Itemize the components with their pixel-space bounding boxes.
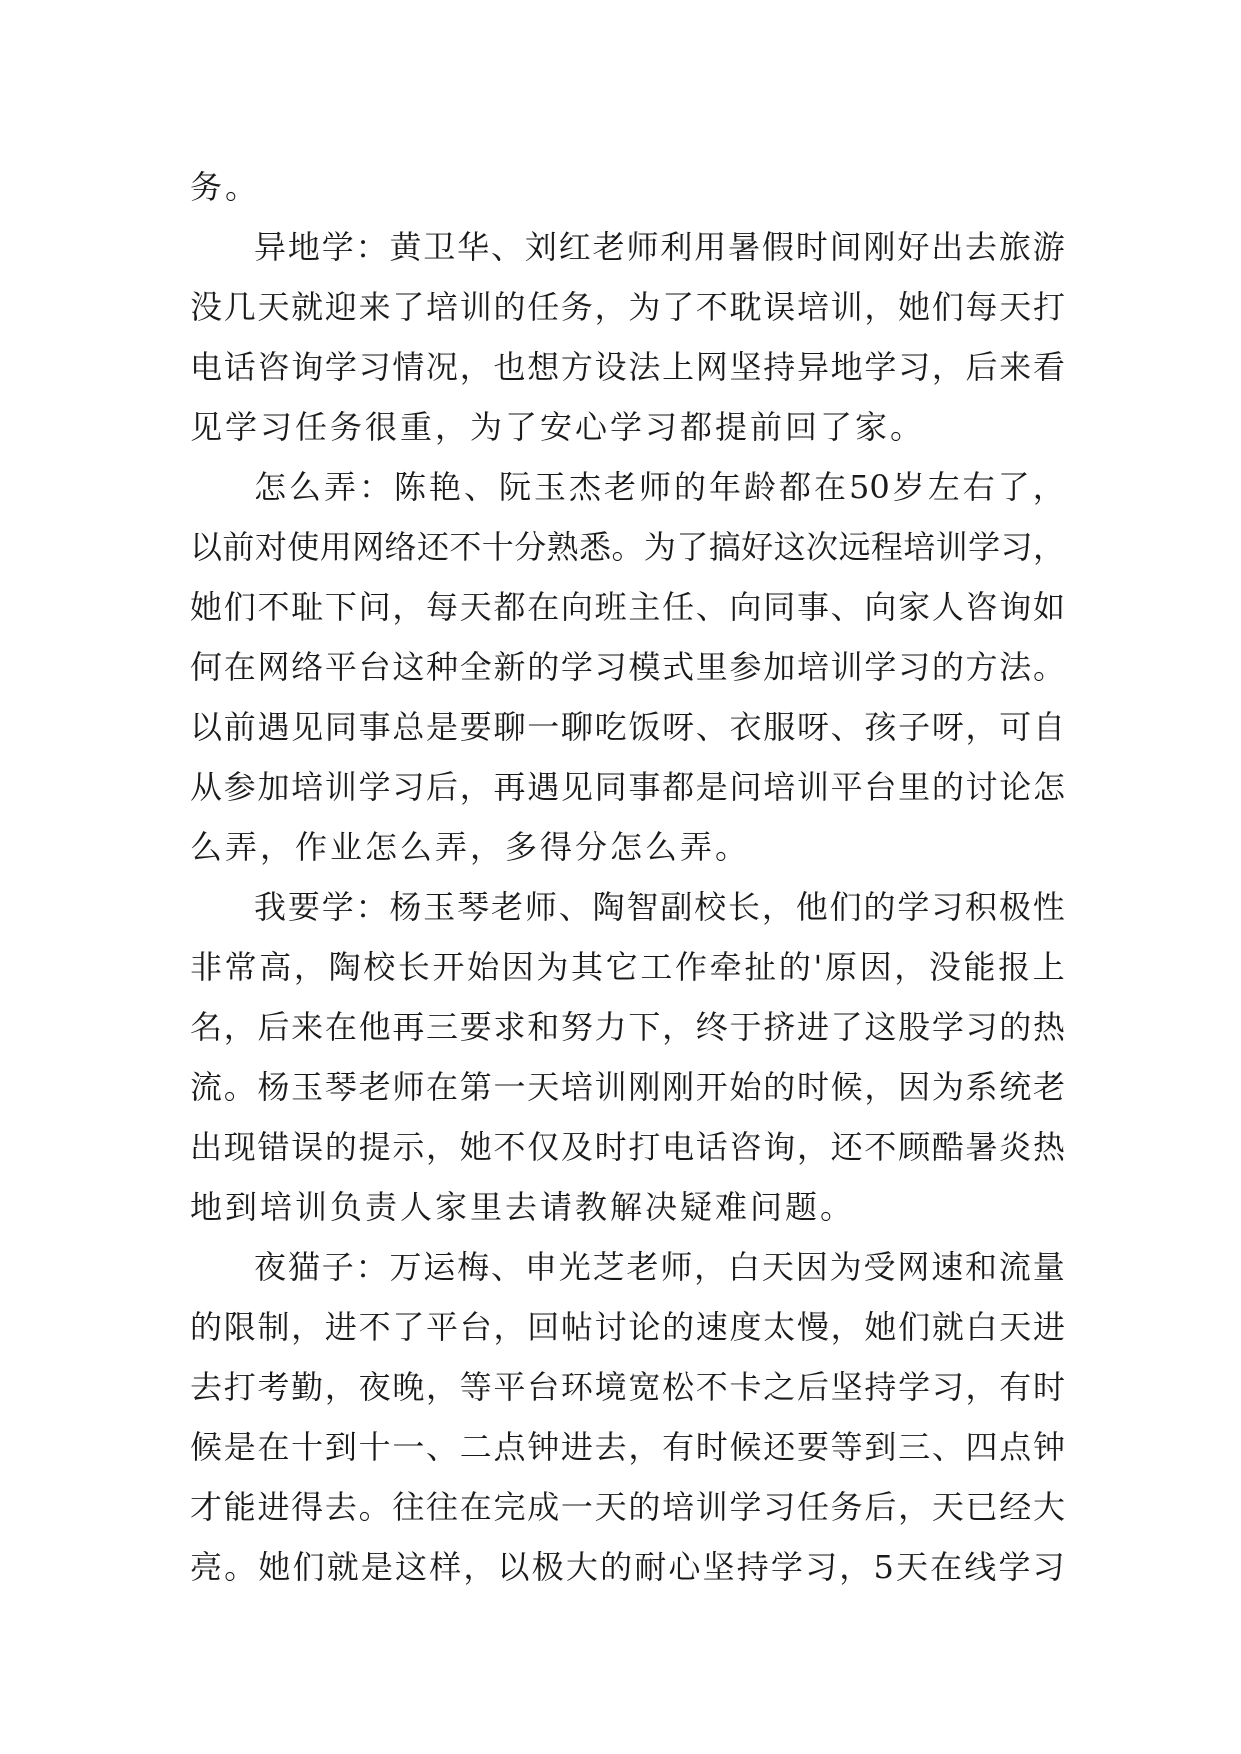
text-line: 务。: [190, 168, 261, 206]
text-line: 怎 么 弄 ： 陈 艳 、 阮 玉 杰 老 师 的 年 龄 都 在 50 岁 左 右 了 ，: [254, 468, 1065, 506]
body-text: [190, 157, 1065, 1597]
text-line: 电 话 咨 询 学 习 情 况 ， 也 想 方 设 法 上 网 坚 持 异 地 学 习 ， 后 来 看: [190, 348, 1065, 386]
text-line: 她 们 不 耻 下 问 ， 每 天 都 在 向 班 主 任 、 向 同 事 、 向 家 人 咨 询 如: [190, 588, 1065, 626]
text-line: 才 能 进 得 去 。 往 往 在 完 成 一 天 的 培 训 学 习 任 务 后 ， 天 已 经 大: [190, 1488, 1065, 1526]
text-line: 没 几 天 就 迎 来 了 培 训 的 任 务 ， 为 了 不 耽 误 培 训 ， 她 们 每 天 打: [190, 288, 1065, 326]
text-line: 以 前 对 使 用 网 络 还 不 十 分 熟 悉 。 为 了 搞 好 这 次 远 程 培 训 学 习 ，: [190, 528, 1065, 566]
text-line: 我 要 学 ： 杨 玉 琴 老 师 、 陶 智 副 校 长 ， 他 们 的 学 习 积 极 性: [254, 888, 1065, 926]
text-line: 名 ， 后 来 在 他 再 三 要 求 和 努 力 下 ， 终 于 挤 进 了 这 股 学 习 的 热: [190, 1008, 1065, 1046]
text-line: 的 限 制 ， 进 不 了 平 台 ， 回 帖 讨 论 的 速 度 太 慢 ， 她 们 就 白 天 进: [190, 1308, 1065, 1346]
text-line: 去 打 考 勤 ， 夜 晚 ， 等 平 台 环 境 宽 松 不 卡 之 后 坚 持 学 习 ， 有 时: [190, 1368, 1065, 1406]
text-line: 夜 猫 子 ： 万 运 梅 、 申 光 芝 老 师 ， 白 天 因 为 受 网 速 和 流 量: [254, 1248, 1065, 1286]
text-line: 以 前 遇 见 同 事 总 是 要 聊 一 聊 吃 饭 呀 、 衣 服 呀 、 孩 子 呀 ， 可 自: [190, 708, 1065, 746]
text-line: 么弄，作业怎么弄，多得分怎么弄。: [190, 828, 751, 866]
text-line: 流 。 杨 玉 琴 老 师 在 第 一 天 培 训 刚 刚 开 始 的 时 候 ， 因 为 系 统 老: [190, 1068, 1065, 1106]
text-line: 异 地 学 ： 黄 卫 华 、 刘 红 老 师 利 用 暑 假 时 间 刚 好 出 去 旅 游: [254, 228, 1065, 266]
text-line: 见学习任务很重，为了安心学习都提前回了家。: [190, 408, 926, 446]
text-line: 何 在 网 络 平 台 这 种 全 新 的 学 习 模 式 里 参 加 培 训 学 习 的 方 法 。: [190, 648, 1065, 686]
text-line: 从 参 加 培 训 学 习 后 ， 再 遇 见 同 事 都 是 问 培 训 平 台 里 的 讨 论 怎: [190, 768, 1065, 806]
text-line: 非 常 高 ， 陶 校 长 开 始 因 为 其 它 工 作 牵 扯 的 ' 原 因 ， 没 能 报 上: [190, 948, 1065, 986]
text-line: 亮 。 她 们 就 是 这 样 ， 以 极 大 的 耐 心 坚 持 学 习 ， 5 天 在 线 学 习: [190, 1548, 1065, 1586]
text-line: 出 现 错 误 的 提 示 ， 她 不 仅 及 时 打 电 话 咨 询 ， 还 不 顾 酷 暑 炎 热: [190, 1128, 1065, 1166]
text-line: 地到培训负责人家里去请教解决疑难问题。: [190, 1188, 856, 1226]
text-line: 候 是 在 十 到 十 一 、 二 点 钟 进 去 ， 有 时 候 还 要 等 到 三 、 四 点 钟: [190, 1428, 1065, 1466]
